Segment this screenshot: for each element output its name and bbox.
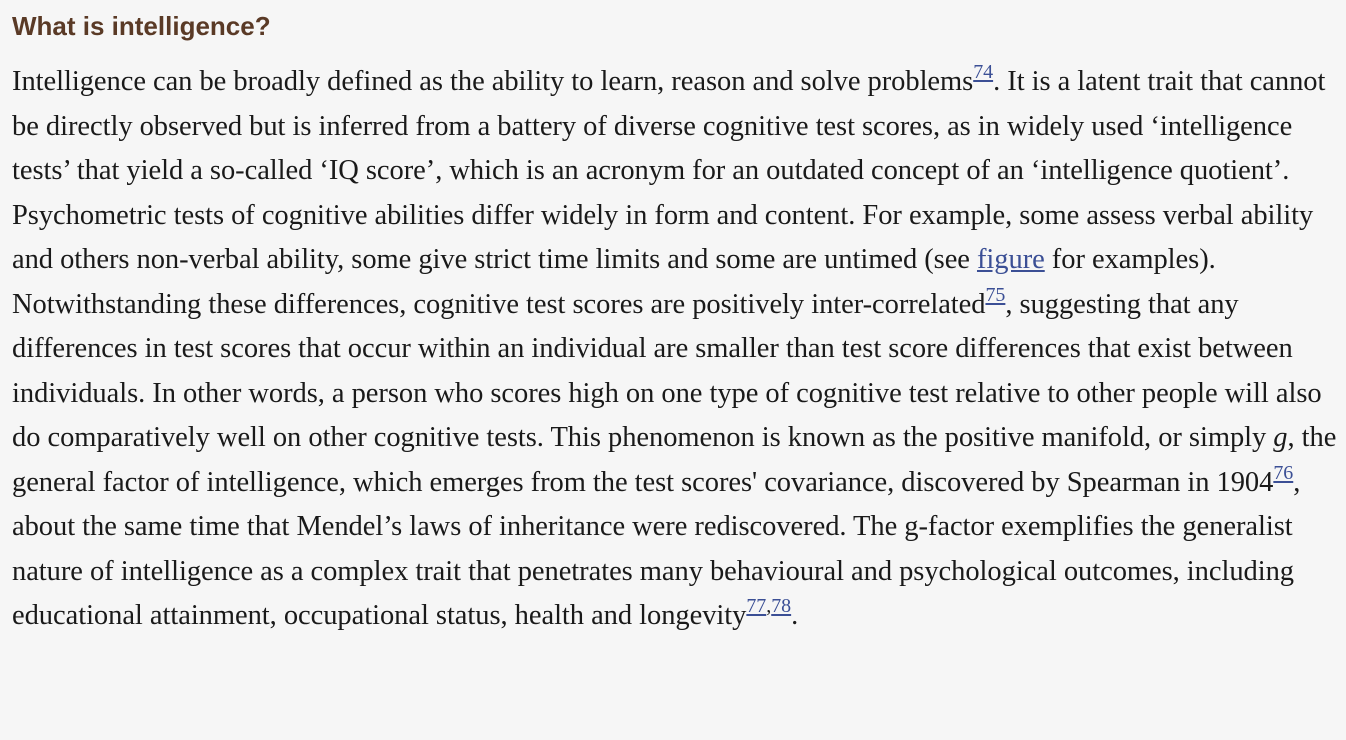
text-segment: , the general factor of intelligence, which emerges from the test scores' covariance, discovered by Spearman in 1904 [12,422,1337,498]
g-italic: g [1273,422,1288,453]
figure-link[interactable]: figure [976,244,1045,275]
citation-sup [985,284,1005,306]
citation-link-75[interactable]: 75 [985,283,1006,306]
section-title: What is intelligence? [12,11,271,41]
text-segment: , about the same time that Mendel’s laws of inheritance were rediscovered. The g-factor exemplifies the generalist nature of intelligence as a complex trait that penetrates many behavioural and psychological outcomes, including educational attainment, occupational status, health and longevity [12,466,1301,631]
citation-separator: , [766,595,772,617]
citation-link-76[interactable]: 76 [1273,461,1294,484]
text-segment: for examples). Notwithstanding these differences, cognitive test scores are positively inter-correlated [12,244,1216,320]
body-paragraph [12,60,1338,639]
citation-sup [1273,462,1293,484]
text-segment: , suggesting that any differences in test scores that occur within an individual are smaller than test score differences that exist between individuals. In other words, a person who scores high on one type of cognitive test relative to other people will also do comparatively well on other cognitive tests. This phenomenon is known as the positive manifold, or simply [12,288,1322,453]
text-segment: . [791,600,799,631]
citation-link-77[interactable]: 77 [746,595,767,617]
citation-sup [746,595,791,617]
text-segment: . It is a latent trait that cannot be directly observed but is inferred from a battery of diverse cognitive test scores, as in widely used ‘intelligence tests’ that yield a so-called ‘IQ score’, which is an acronym for an outdated concept of an ‘intelligence quotient’. Psychometric tests of cognitive abilities differ widely in form and content. For example, some assess verbal ability and others non-verbal ability, some give strict time limits and some are untimed (see [12,66,1326,275]
text-segment: Intelligence can be broadly defined as the ability to learn, reason and solve problems [12,66,974,97]
citation-link-78[interactable]: 78 [771,595,792,617]
article [12,8,1338,639]
citation-link-74[interactable]: 74 [973,61,994,83]
citation-sup [973,61,993,83]
